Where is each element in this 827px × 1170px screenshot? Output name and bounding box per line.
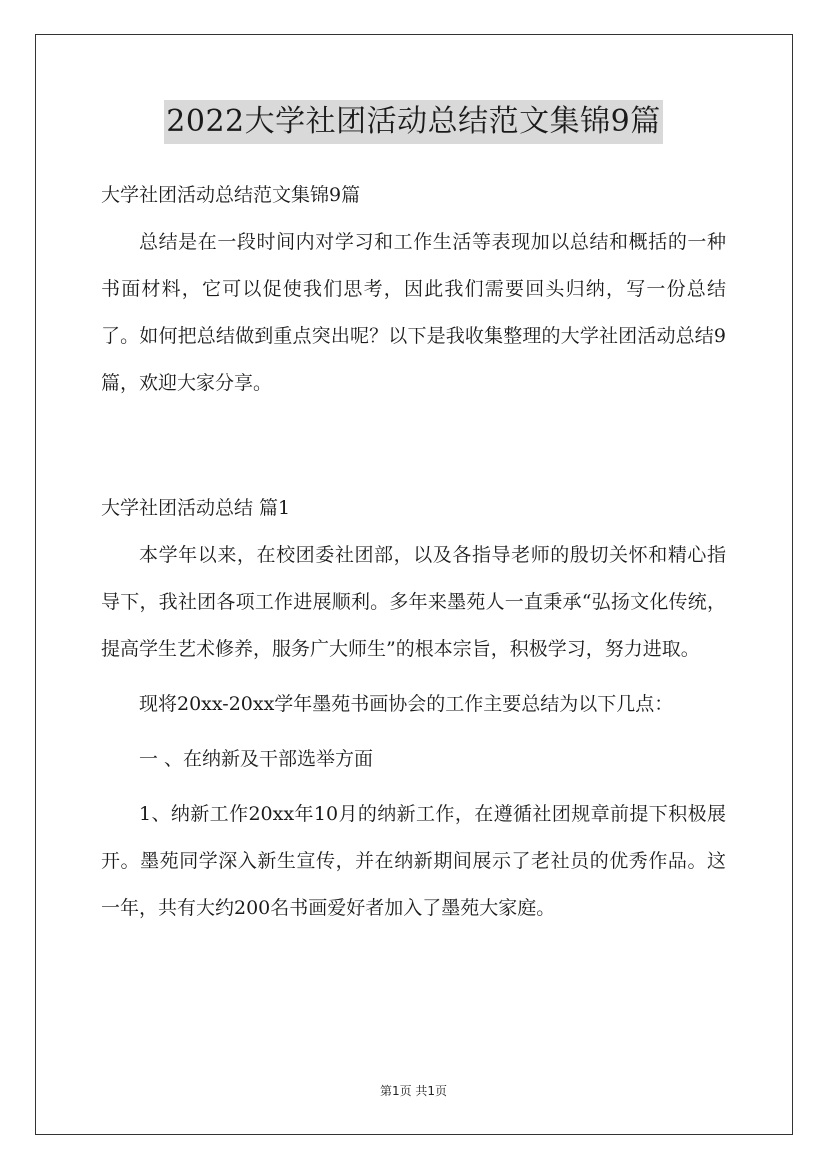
- document-body: [101, 172, 726, 932]
- section1-paragraph-1: 本学年以来，在校团委社团部，以及各指导老师的殷切关怀和精心指导下，我社团各项工作进展顺利。多年来墨苑人一直秉承“弘扬文化传统，提高学生艺术修养，服务广大师生”的根本宗旨，积极学习，努力进取。: [101, 544, 726, 660]
- section-spacer: [101, 415, 726, 485]
- page-footer: 第1页 共1页: [379, 1084, 448, 1098]
- section1-paragraph-2: 现将20xx-20xx学年墨苑书画协会的工作主要总结为以下几点：: [139, 693, 674, 715]
- section1-item-heading: 一 、在纳新及干部选举方面: [139, 748, 374, 770]
- section1-heading: 大学社团活动总结 篇1: [101, 497, 291, 519]
- section1-paragraph-3: 1、纳新工作20xx年10月的纳新工作，在遵循社团规章前提下积极展开。墨苑同学深入新生宣传，并在纳新期间展示了老社员的优秀作品。这一年，共有大约200名书画爱好者加入了墨苑大家庭。: [101, 803, 726, 919]
- intro-paragraph: 总结是在一段时间内对学习和工作生活等表现加以总结和概括的一种书面材料，它可以促使我们思考，因此我们需要回头归纳，写一份总结了。如何把总结做到重点突出呢？以下是我收集整理的大学社团活动总结9篇，欢迎大家分享。: [101, 231, 726, 394]
- document-subtitle: 大学社团活动总结范文集锦9篇: [101, 184, 361, 206]
- document-title-wrap: [0, 100, 827, 144]
- document-title: 2022大学社团活动总结范文集锦9篇: [164, 100, 662, 144]
